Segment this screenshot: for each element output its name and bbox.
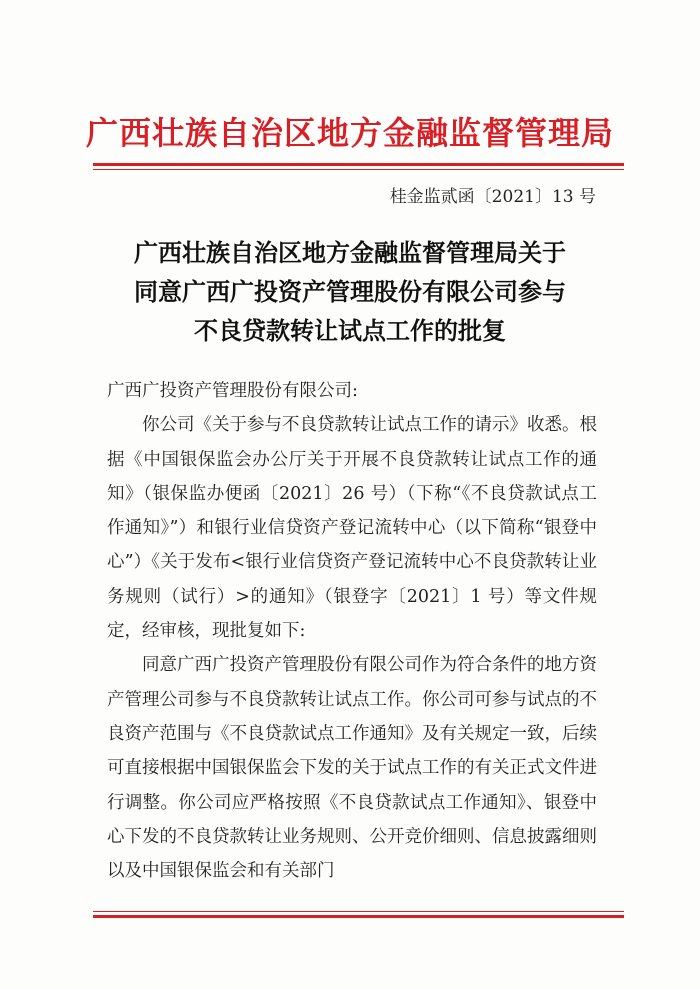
document-number: 桂金监贰函〔2021〕13 号 bbox=[389, 187, 596, 207]
body-paragraph-2: 同意广西广投资产管理股份有限公司作为符合条件的地方资产管理公司参与不良贷款转让试点工作。你公司可参与试点的不良资产范围与《不良贷款试点工作通知》及有关规定一致，后续可直接根据中国银保监会下发的关于试点工作的有关正式文件进行调整。你公司应严格按照《不良贷款试点工作通知》、银登中心下发的不良贷款转让业务规则、公开竞价细则、信息披露细则以及中国银保监会和有关部门 bbox=[107, 655, 597, 882]
title-line-1: 广西壮族自治区地方金融监督管理局关于 bbox=[134, 238, 566, 267]
salutation: 广西广投资产管理股份有限公司: bbox=[107, 381, 358, 401]
title-line-2: 同意广西广投资产管理股份有限公司参与 bbox=[134, 277, 566, 306]
document-title bbox=[0, 233, 700, 350]
footer-rule-thick bbox=[93, 915, 624, 918]
letterhead-rule-thick bbox=[93, 163, 624, 166]
letterhead-issuer: 广西壮族自治区地方金融监督管理局 bbox=[85, 114, 614, 152]
title-line-3: 不良贷款转让试点工作的批复 bbox=[194, 316, 506, 345]
body-paragraph-1: 你公司《关于参与不良贷款转让试点工作的请示》收悉。根据《中国银保监会办公厅关于开展不良贷款转让试点工作的通知》（银保监办便函〔2021〕26 号）（下称“《不良贷款试点工作通知》”）和银行业信贷资产登记流转中心（以下简称“银登中心”）《关于发布<银行业信贷资产登记流转中心不良贷款转让业务规则（试行）>的通知》（银登字〔2021〕1 号）等文件规定，经审核，现批复如下: bbox=[107, 415, 597, 642]
document-body bbox=[107, 374, 597, 888]
letterhead-rule-thin bbox=[93, 169, 624, 170]
footer-rule-thin bbox=[93, 911, 624, 912]
